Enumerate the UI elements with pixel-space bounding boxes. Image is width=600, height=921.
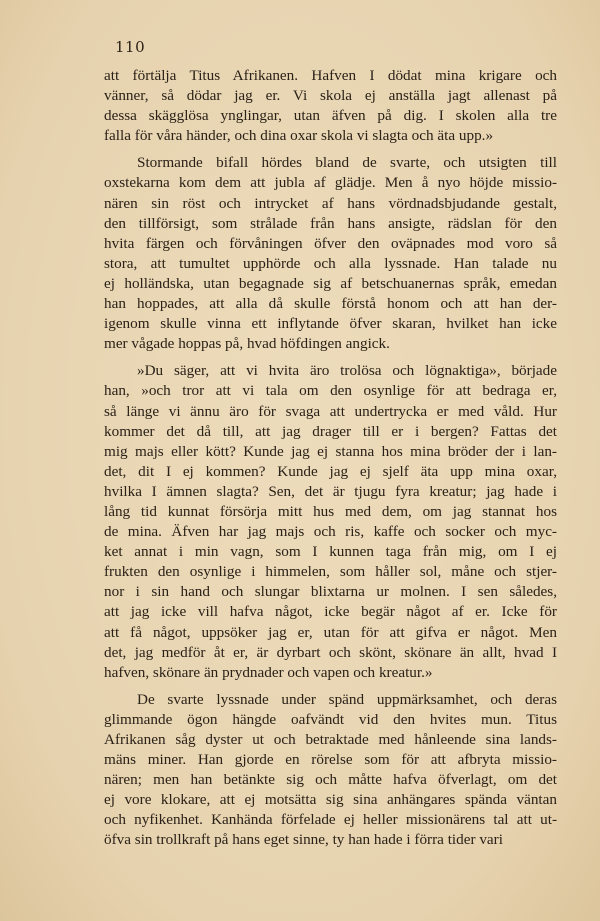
text-line: falla för våra händer, och dina oxar skola vi slagta och äta upp.»	[104, 127, 494, 145]
text-line: den tillförsigt, som strålade från hans ansigte, rädslan för den	[104, 214, 557, 232]
text-line: ket annat i min vagn, som I kunnen taga från mig, om I ej	[104, 543, 557, 561]
text-line: igenom skulle vinna ett inflytande öfver skaran, hvilket han icke	[104, 315, 557, 333]
paragraph	[104, 690, 557, 851]
text-line: hvilka I ämnen slagta? Sen, det är tjugu fyra kreatur; jag hade i	[104, 482, 557, 500]
body-text	[104, 66, 557, 858]
text-line: att jag icke vill hafva något, icke begär något af er. Icke för	[104, 603, 557, 621]
text-line: frukten den osynlige i himmelen, som håller sol, måne och stjer-	[104, 563, 557, 581]
text-line: och nyfikenhet. Kanhända förfelade ej heller missionärens tal att ut-	[104, 811, 557, 829]
text-line: han hoppades, att alla då skulle förstå honom och att han der-	[104, 295, 557, 313]
text-line: »Du säger, att vi hvita äro trolösa och lögnaktiga», började	[137, 362, 557, 380]
text-line: mig majs eller kött? Kunde jag ej stanna hos mina bröder der i lan-	[104, 442, 557, 460]
text-line: mer vågade hoppas på, hvad höfdingen angick.	[104, 335, 390, 353]
text-line: nären sin röst och intrycket af hans vördnadsbjudande gestalt,	[104, 194, 557, 212]
text-line: vänner, så dödar jag er. Vi skola ej anställa jagt allenast på	[104, 87, 557, 105]
text-line: dessa skägglösa ynglingar, utan äfven på dig. I skolen alla tre	[104, 107, 557, 125]
text-line: oxstekarna kom dem att jubla af glädje. Men å nyo höjde missio-	[104, 174, 557, 192]
paragraph	[104, 361, 557, 683]
text-line: ej holländska, utan begagnade sig af betschuanernas språk, emedan	[104, 274, 557, 292]
text-line: så länge vi ännu äro för svaga att undertrycka er med våld. Hur	[104, 402, 557, 420]
text-line: De svarte lyssnade under spänd uppmärksamhet, och deras	[137, 690, 557, 708]
text-line: hafven, skönare än prydnader och vapen och kreatur.»	[104, 663, 433, 681]
paragraph	[104, 66, 557, 146]
text-line: han, »och tror att vi tala om den osynlige för att bedraga er,	[104, 382, 557, 400]
text-line: ej vore klokare, att ej motsätta sig sina anhängares spända väntan	[104, 791, 557, 809]
paragraph	[104, 153, 557, 354]
text-line: stora, att tumultet upphörde och alla lyssnade. Han talade nu	[104, 254, 557, 272]
text-line: det, jag medför åt er, är dyrbart och skönt, skönare än allt, hvad I	[104, 643, 557, 661]
text-line: nor i sin hand och slungar blixtarna ur molnen. I sen således,	[104, 583, 557, 601]
text-line: det, dit I ej kommen? Kunde jag ej sjelf äta upp mina oxar,	[104, 462, 557, 480]
text-line: mäns miner. Han gjorde en rörelse som för att afbryta missio-	[104, 751, 557, 769]
text-line: Stormande bifall hördes bland de svarte, och utsigten till	[137, 154, 557, 172]
text-line: nären; men han betänkte sig och måtte hafva öfverlagt, om det	[104, 771, 557, 789]
text-line: öfva sin trollkraft på hans eget sinne, ty han hade i förra tider vari	[104, 831, 503, 849]
text-line: hvita färgen och förvåningen öfver den oväpnades mod voro så	[104, 234, 557, 252]
page-number: 110	[115, 38, 146, 56]
text-line: lång tid kunnat försörja mitt hus med dem, om jag stannat hos	[104, 502, 557, 520]
text-line: kommer det då till, att jag drager till er i bergen? Fattas det	[104, 422, 557, 440]
text-line: att få något, uppsöker jag er, utan för att gifva er något. Men	[104, 623, 557, 641]
text-line: Afrikanen såg dyster ut och betraktade med hånleende sina lands-	[104, 731, 557, 748]
text-line: att förtälja Titus Afrikanen. Hafven I dödat mina krigare och	[104, 67, 557, 84]
text-line: glimmande ögon hängde oafvändt vid den hvites mun. Titus	[104, 710, 557, 728]
text-line: de mina. Äfven har jag majs och ris, kaffe och socker och myc-	[104, 523, 557, 541]
